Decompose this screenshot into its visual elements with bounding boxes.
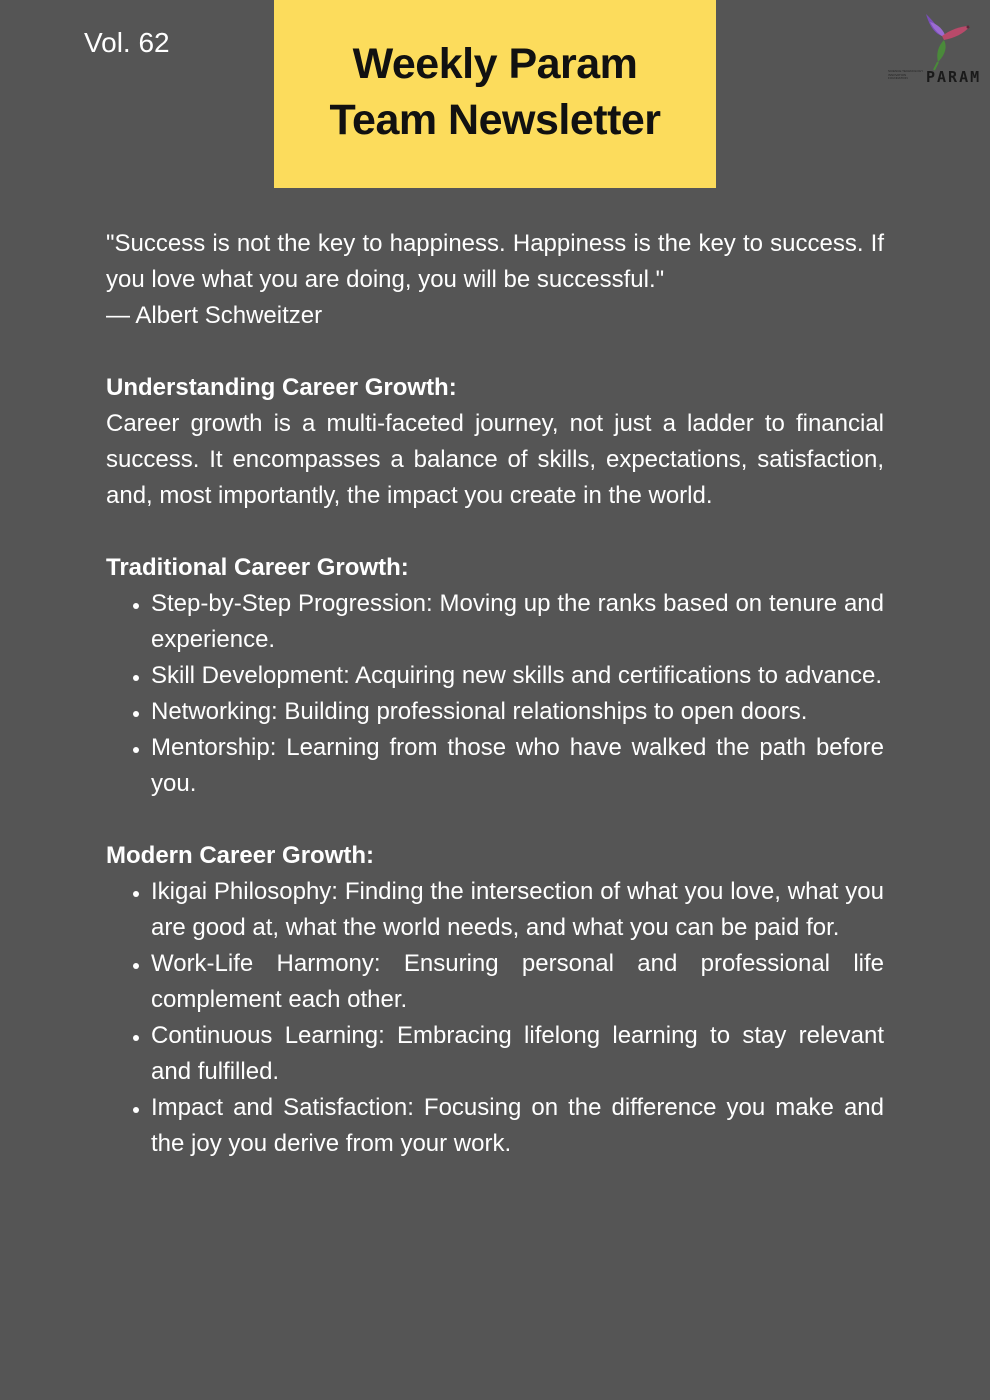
list-item: • Continuous Learning: Embracing lifelong learning to stay relevant and fulfilled. (151, 1018, 884, 1090)
logo-small-text: SCIENCE TECHNOLOGY INNOVATION FOUNDATION (888, 69, 924, 80)
list-item: • Work-Life Harmony: Ensuring personal and professional life complement each other. (151, 946, 884, 1018)
title-banner (274, 0, 716, 188)
volume-label: Vol. 62 (84, 27, 170, 58)
list-item: • Skill Development: Acquiring new skills and certifications to advance. (151, 658, 884, 694)
list-item: • Mentorship: Learning from those who have walked the path before you. (151, 730, 884, 802)
modern-heading: Modern Career Growth: (106, 842, 375, 869)
spacer (106, 802, 884, 838)
list-item: • Ikigai Philosophy: Finding the intersection of what you love, what you are good at, what the world needs, and what you can be paid for. (151, 874, 884, 946)
newsletter-title-line-1: Weekly Param (352, 40, 638, 88)
quote-author: — Albert Schweitzer (106, 302, 323, 329)
modern-list (106, 874, 884, 1162)
understanding-body: Career growth is a multi-faceted journey, not just a ladder to financial success. It encompasses a balance of skills, expectations, satisfaction, and, most importantly, the impact you create in the world. (106, 410, 884, 509)
param-logo (886, 8, 986, 90)
newsletter-title-line-2: Team Newsletter (329, 96, 661, 144)
spacer (106, 334, 884, 370)
traditional-heading: Traditional Career Growth: (106, 554, 409, 581)
logo-wordmark: PARAM (926, 68, 982, 86)
understanding-heading: Understanding Career Growth: (106, 374, 457, 401)
spacer (106, 514, 884, 550)
newsletter-content (106, 226, 884, 1162)
list-item: • Networking: Building professional relationships to open doors. (151, 694, 884, 730)
traditional-list (106, 586, 884, 802)
list-item: • Step-by-Step Progression: Moving up the ranks based on tenure and experience. (151, 586, 884, 658)
list-item: • Impact and Satisfaction: Focusing on the difference you make and the joy you derive from your work. (151, 1090, 884, 1162)
quote-text: "Success is not the key to happiness. Happiness is the key to success. If you love what you are doing, you will be successful." (106, 230, 884, 293)
